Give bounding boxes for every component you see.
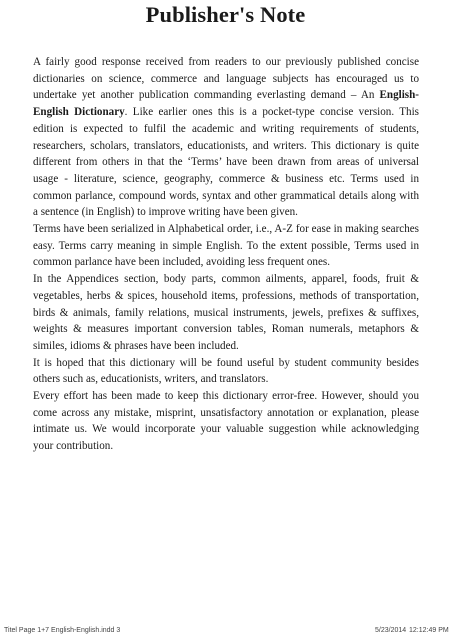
paragraph-intro-lead: A fairly good response received from readers to our previously published concise dictionaries on science, commerce and language subjects has encouraged us to undertake yet another publication commanding everlasting demand – An	[33, 56, 419, 102]
footer-filename: Titel Page 1+7 English-English.indd 3	[4, 627, 121, 634]
paragraph-feedback: Every effort has been made to keep this dictionary error-free. However, should you come across any mistake, misprint, unsatisfactory annotation or explanation, please intimate us. We would incorporate your valuable suggestion while acknowledging your contribution.	[33, 390, 419, 453]
paragraph-intro-rest: . Like earlier ones this is a pocket-type concise version. This edition is expected to fulfil the academic and writing requirements of students, researchers, scholars, translators, educationists, and writers. This dictionary is quite different from others in that the ‘Terms’ have been drawn from areas of universal usage - literature, science, geography, commerce & business etc. Terms used in common parlance, compound words, syntax and other grammatical details along with a sentence (in English) to improve writing have been given.	[33, 106, 419, 219]
footer-time: 12:12:49 PM	[409, 627, 449, 634]
print-footer	[0, 625, 451, 637]
paragraph-ordering: Terms have been serialized in Alphabetical order, i.e., A-Z for ease in making searches easy. Terms carry meaning in simple English. To the extent possible, Terms used in common parlance have been included, avoiding less frequent ones.	[33, 223, 419, 269]
paragraph-intro	[33, 54, 419, 221]
page-title: Publisher's Note	[145, 2, 306, 27]
paragraph-appendices: In the Appendices section, body parts, common ailments, apparel, foods, fruit & vegetables, herbs & spices, household items, professions, methods of transportation, birds & animals, family relations, musical instruments, jewels, prefixes & suffixes, weights & measures important conversion tables, Roman numerals, metaphors & similes, idioms & phrases have been included.	[33, 273, 419, 352]
footer-date: 5/23/2014	[375, 627, 407, 634]
note-body	[33, 54, 419, 455]
paragraph-usefulness: It is hoped that this dictionary will be found useful by student community besides others such as, educationists, writers, and translators.	[33, 356, 419, 386]
dictionary-name: English-English Dictionary	[33, 89, 419, 119]
